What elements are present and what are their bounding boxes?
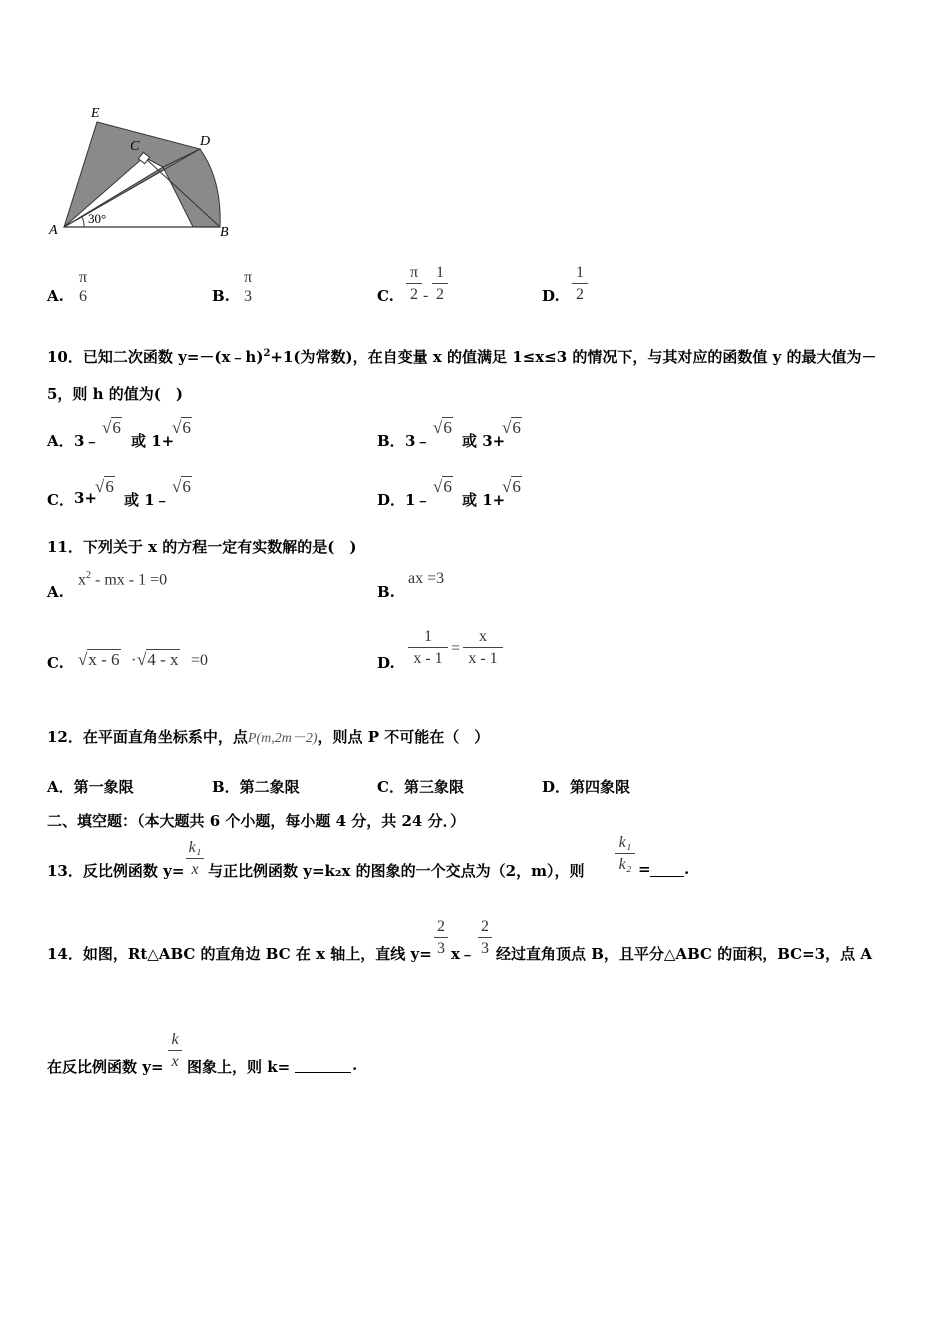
fraction: π 6 (78, 269, 88, 305)
sqrt-expr: √6 (433, 418, 452, 437)
sqrt-expr: √4 - x (137, 650, 179, 669)
fraction: k₁ k₂ (615, 833, 635, 874)
q10-stem-line1: 10．已知二次函数 y=－(x﹣h)$^2$+1(为常数)，在自变量 x 的值满足 1≤x≤3 的情况下，与其对应的函数值 y 的最大值为－ (47, 348, 877, 366)
equation: $x^2$ - mx - 1 =0 (78, 570, 168, 589)
label-C: C (130, 139, 140, 154)
q11-stem: 11．下列关于 x 的方程一定有实数解的是( ) (47, 538, 357, 556)
label-angle: 30° (88, 211, 107, 226)
sqrt-expr: √6 (502, 418, 521, 437)
fraction: 1 x - 1 (408, 627, 448, 668)
label-B: B (220, 225, 229, 240)
section-heading: 二、填空题：（本大题共 6 个小题，每小题 4 分，共 24 分．） (47, 812, 466, 830)
q10-stem-line2: 5，则 h 的值为( ) (47, 385, 183, 403)
fraction: x x - 1 (463, 627, 503, 668)
minus-sign: - (423, 287, 429, 304)
fraction: 2 3 (478, 917, 492, 958)
option-label: D. (542, 287, 560, 305)
geometry-figure (40, 95, 250, 245)
sqrt-expr: √x - 6 (78, 650, 120, 669)
option-label: B. (212, 287, 230, 305)
fraction: π 2 (406, 263, 422, 304)
fraction: 1 2 (572, 263, 588, 304)
option-label: C. (377, 287, 394, 305)
label-A: A (49, 223, 58, 238)
fraction: k x (168, 1030, 182, 1071)
sqrt-expr: √6 (172, 418, 191, 437)
q12-option-c[interactable]: C．第三象限 (377, 778, 464, 796)
q12-stem: 12．在平面直角坐标系中，点P(m,2m－2)，则点 P 不可能在（ ） (47, 728, 490, 746)
label-E: E (91, 106, 100, 121)
q12-option-b[interactable]: B．第二象限 (212, 778, 300, 796)
label-D: D (200, 134, 211, 149)
sqrt-expr: √6 (95, 477, 114, 496)
fraction: k₁ x (186, 838, 204, 879)
point-expression: P(m,2m－2) (247, 731, 318, 746)
answer-blank[interactable] (650, 860, 684, 877)
sqrt-expr: √6 (502, 477, 521, 496)
sqrt-expr: √6 (102, 418, 121, 437)
q12-option-d[interactable]: D．第四象限 (542, 778, 631, 796)
option-label: A. (47, 287, 64, 305)
sqrt-expr: √6 (433, 477, 452, 496)
fraction: π 3 (243, 269, 253, 305)
q12-option-a[interactable]: A．第一象限 (47, 778, 134, 796)
sqrt-expr: √6 (172, 477, 191, 496)
answer-blank[interactable] (295, 1056, 351, 1073)
equation: ax =3 (408, 570, 445, 587)
fraction: 1 2 (432, 263, 448, 304)
fraction: 2 3 (434, 917, 448, 958)
